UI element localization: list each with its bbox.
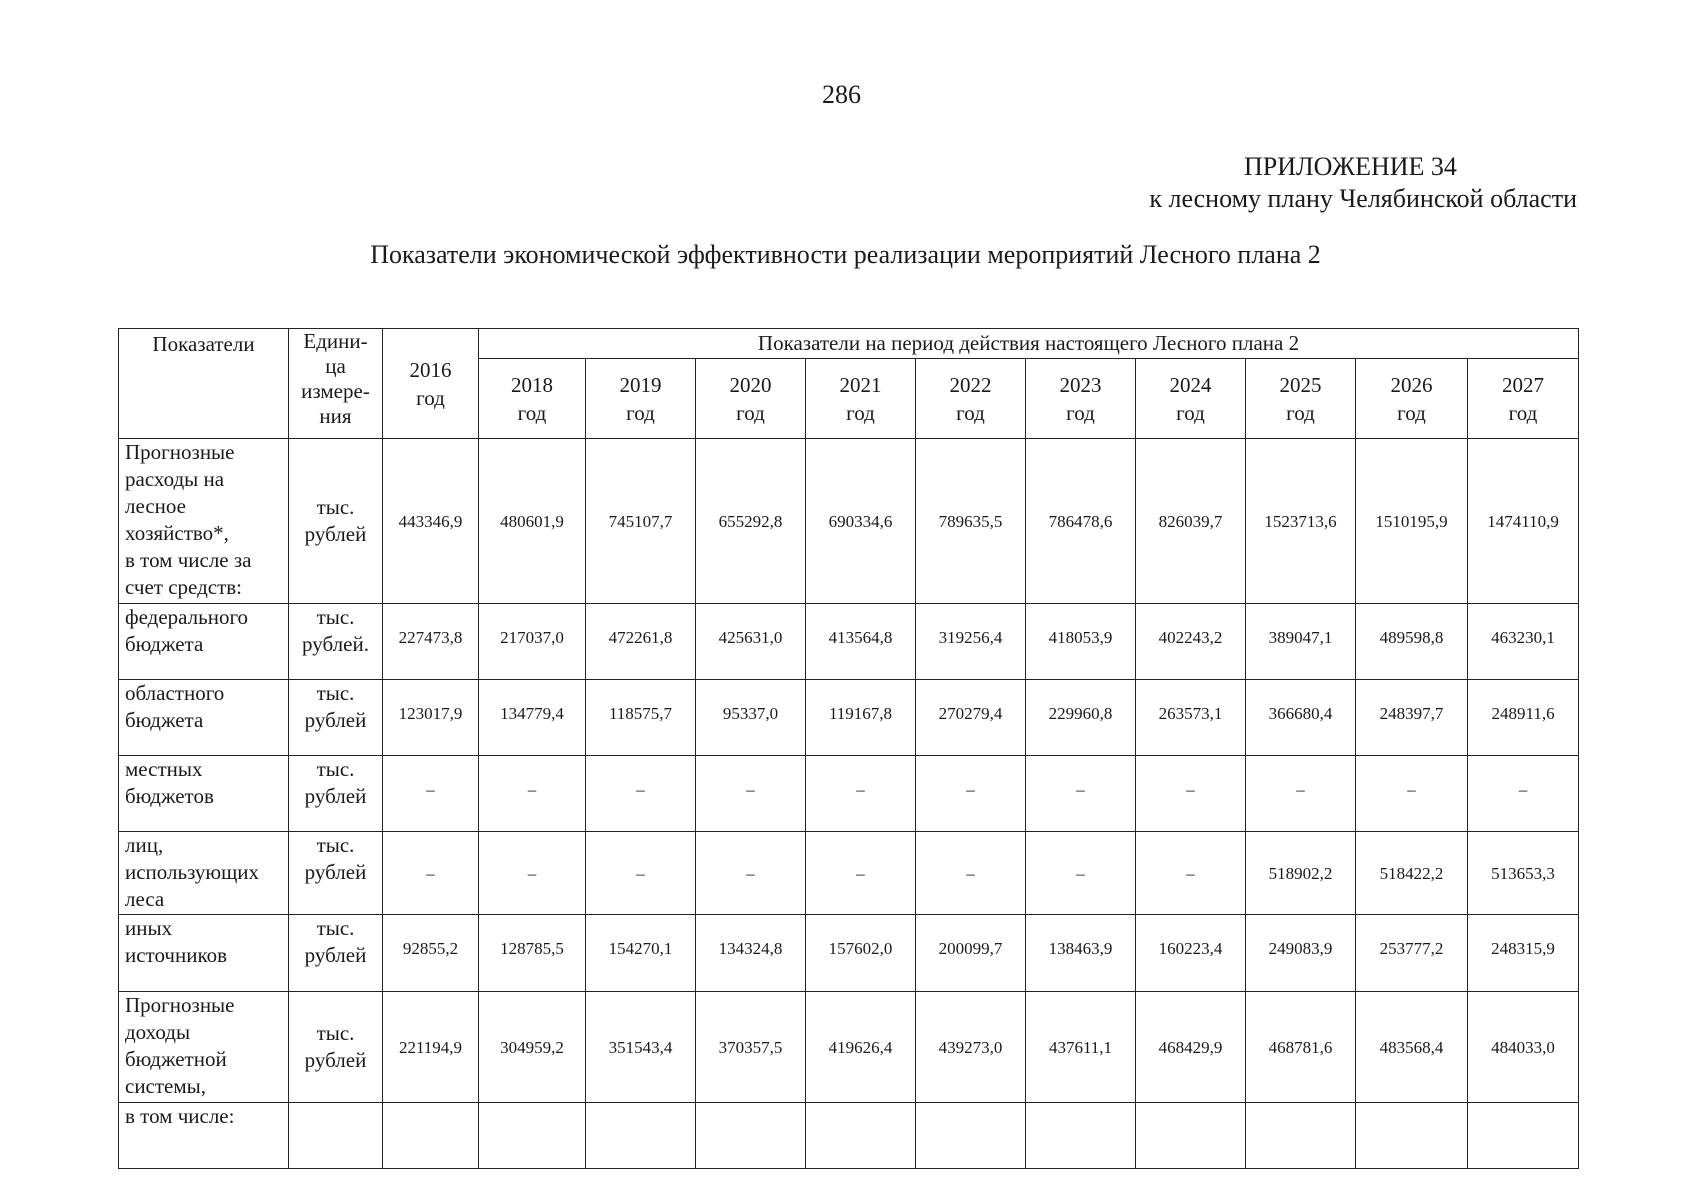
- value-cell: 413564,8: [806, 604, 916, 680]
- value-cell: 123017,9: [383, 680, 479, 756]
- value-cell: 483568,4: [1356, 992, 1468, 1103]
- row-label-line: системы,: [125, 1074, 207, 1098]
- row-unit-line: рублей: [304, 784, 367, 808]
- header-year-value: 2025: [1279, 372, 1322, 397]
- header-year-word: год: [626, 400, 655, 425]
- value-cell: 134324,8: [696, 915, 806, 992]
- value-cell: 154270,1: [586, 915, 696, 992]
- row-label: [119, 756, 289, 832]
- value-cell: –: [696, 756, 806, 832]
- row-label-line: бюджета: [125, 708, 204, 732]
- header-unit-line: ния: [319, 404, 352, 428]
- row-label-line: леса: [125, 887, 165, 911]
- value-cell: 439273,0: [916, 992, 1026, 1103]
- value-cell: 160223,4: [1136, 915, 1246, 992]
- value-cell: –: [586, 756, 696, 832]
- header-year-2027: [1468, 359, 1579, 439]
- row-unit-line: тыс.: [316, 495, 355, 519]
- value-cell: [696, 1103, 806, 1169]
- row-label: [119, 1103, 289, 1169]
- value-cell: 248315,9: [1468, 915, 1579, 992]
- header-unit-line: измере-: [301, 379, 370, 403]
- header-year-2019: [586, 359, 696, 439]
- value-cell: 270279,4: [916, 680, 1026, 756]
- header-year-word: год: [1397, 400, 1426, 425]
- row-label-line: в том числе:: [125, 1104, 235, 1128]
- value-cell: –: [1356, 756, 1468, 832]
- header-period: Показатели на период действия настоящего Лесного плана 2: [479, 329, 1579, 359]
- value-cell: 484033,0: [1468, 992, 1579, 1103]
- table-row: [119, 915, 1579, 992]
- row-unit: [289, 439, 383, 604]
- header-year-word: год: [956, 400, 985, 425]
- row-label: [119, 604, 289, 680]
- row-label-line: бюджетной: [125, 1047, 227, 1071]
- value-cell: 418053,9: [1026, 604, 1136, 680]
- header-year-2018: [479, 359, 586, 439]
- row-unit-line: тыс.: [316, 605, 355, 629]
- header-year-value: 2026: [1390, 372, 1433, 397]
- value-cell: 463230,1: [1468, 604, 1579, 680]
- header-year-word: год: [846, 400, 875, 425]
- value-cell: 366680,4: [1246, 680, 1356, 756]
- row-label-line: хозяйство*,: [125, 521, 229, 545]
- row-unit-line: тыс.: [316, 757, 355, 781]
- row-label-line: лиц,: [125, 833, 164, 857]
- value-cell: 826039,7: [1136, 439, 1246, 604]
- row-unit-line: тыс.: [316, 833, 355, 857]
- value-cell: 253777,2: [1356, 915, 1468, 992]
- table-row: [119, 439, 1579, 604]
- value-cell: [479, 1103, 586, 1169]
- value-cell: 786478,6: [1026, 439, 1136, 604]
- header-year-word: год: [416, 385, 445, 410]
- value-cell: 119167,8: [806, 680, 916, 756]
- table-row: [119, 604, 1579, 680]
- row-unit: [289, 680, 383, 756]
- header-year-value: 2021: [839, 372, 882, 397]
- value-cell: 248397,7: [1356, 680, 1468, 756]
- value-cell: 655292,8: [696, 439, 806, 604]
- value-cell: –: [479, 756, 586, 832]
- value-cell: 128785,5: [479, 915, 586, 992]
- header-unit-line: ца: [325, 354, 346, 378]
- value-cell: –: [383, 756, 479, 832]
- value-cell: [1136, 1103, 1246, 1169]
- row-unit-line: рублей: [304, 1048, 367, 1072]
- value-cell: 437611,1: [1026, 992, 1136, 1103]
- row-unit-line: рублей: [304, 708, 367, 732]
- header-year-value: 2018: [511, 372, 553, 397]
- header-year-2024: [1136, 359, 1246, 439]
- value-cell: 468429,9: [1136, 992, 1246, 1103]
- value-cell: 221194,9: [383, 992, 479, 1103]
- value-cell: [1246, 1103, 1356, 1169]
- row-label-line: бюджета: [125, 632, 204, 656]
- value-cell: [1026, 1103, 1136, 1169]
- value-cell: –: [916, 832, 1026, 915]
- header-year-word: год: [1066, 400, 1095, 425]
- row-unit: [289, 756, 383, 832]
- value-cell: –: [586, 832, 696, 915]
- value-cell: 389047,1: [1246, 604, 1356, 680]
- header-year-2021: [806, 359, 916, 439]
- row-label: [119, 680, 289, 756]
- row-unit-line: рублей: [304, 943, 367, 967]
- row-label-line: местных: [125, 757, 203, 781]
- row-unit-line: рублей: [304, 522, 367, 546]
- table-row: [119, 756, 1579, 832]
- value-cell: 472261,8: [586, 604, 696, 680]
- table-header: [119, 329, 1579, 439]
- header-year-value: 2022: [949, 372, 992, 397]
- header-year-value: 2023: [1059, 372, 1102, 397]
- value-cell: 489598,8: [1356, 604, 1468, 680]
- value-cell: 95337,0: [696, 680, 806, 756]
- value-cell: 138463,9: [1026, 915, 1136, 992]
- header-year-word: год: [736, 400, 765, 425]
- row-unit: [289, 832, 383, 915]
- header-year-value: 2020: [729, 372, 772, 397]
- row-label: [119, 992, 289, 1103]
- row-label-line: областного: [125, 681, 225, 705]
- value-cell: –: [1136, 756, 1246, 832]
- row-unit: [289, 992, 383, 1103]
- row-label: [119, 832, 289, 915]
- row-label-line: доходы: [125, 1020, 191, 1044]
- row-label-line: расходы на: [125, 467, 225, 491]
- row-label-line: Прогнозные: [125, 993, 235, 1017]
- value-cell: –: [1136, 832, 1246, 915]
- header-year-word: год: [517, 400, 547, 425]
- header-year-value: 2016: [409, 357, 452, 382]
- value-cell: 425631,0: [696, 604, 806, 680]
- row-label-line: федерального: [125, 605, 249, 629]
- row-label-line: использующих: [125, 860, 260, 884]
- value-cell: 200099,7: [916, 915, 1026, 992]
- table-row: [119, 832, 1579, 915]
- value-cell: 402243,2: [1136, 604, 1246, 680]
- row-label-line: Прогнозные: [125, 440, 235, 464]
- value-cell: [806, 1103, 916, 1169]
- value-cell: 351543,4: [586, 992, 696, 1103]
- row-label-line: счет средств:: [125, 575, 243, 599]
- value-cell: –: [1026, 832, 1136, 915]
- value-cell: –: [806, 832, 916, 915]
- value-cell: 518422,2: [1356, 832, 1468, 915]
- appendix-title: ПРИЛОЖЕНИЕ 34: [1244, 152, 1457, 181]
- value-cell: [1356, 1103, 1468, 1169]
- header-year-value: 2019: [619, 372, 662, 397]
- value-cell: [916, 1103, 1026, 1169]
- header-year-2025: [1246, 359, 1356, 439]
- header-year-value: 2027: [1502, 372, 1545, 397]
- document-title: Показатели экономической эффективности реализации мероприятий Лесного плана 2: [370, 240, 1321, 269]
- value-cell: 157602,0: [806, 915, 916, 992]
- value-cell: 217037,0: [479, 604, 586, 680]
- value-cell: 690334,6: [806, 439, 916, 604]
- value-cell: 789635,5: [916, 439, 1026, 604]
- table-row: [119, 680, 1579, 756]
- value-cell: 92855,2: [383, 915, 479, 992]
- row-label-line: бюджетов: [125, 784, 214, 808]
- table-row: [119, 1103, 1579, 1169]
- value-cell: 1474110,9: [1468, 439, 1579, 604]
- row-unit: [289, 915, 383, 992]
- row-label: [119, 915, 289, 992]
- header-year-2026: [1356, 359, 1468, 439]
- value-cell: –: [383, 832, 479, 915]
- value-cell: 229960,8: [1026, 680, 1136, 756]
- page-number: 286: [822, 80, 861, 109]
- header-year-value: 2024: [1169, 372, 1212, 397]
- row-label-line: иных: [125, 916, 173, 940]
- value-cell: –: [1026, 756, 1136, 832]
- value-cell: –: [1468, 756, 1579, 832]
- value-cell: 513653,3: [1468, 832, 1579, 915]
- header-year-2022: [916, 359, 1026, 439]
- value-cell: 227473,8: [383, 604, 479, 680]
- header-indicator: Показатели: [119, 329, 289, 439]
- value-cell: –: [1246, 756, 1356, 832]
- value-cell: 249083,9: [1246, 915, 1356, 992]
- header-year-2023: [1026, 359, 1136, 439]
- value-cell: 370357,5: [696, 992, 806, 1103]
- header-year-word: год: [1286, 400, 1315, 425]
- row-label-line: лесное: [125, 494, 186, 518]
- value-cell: 248911,6: [1468, 680, 1579, 756]
- value-cell: 319256,4: [916, 604, 1026, 680]
- appendix-subtitle: к лесному плану Челябинской области: [1149, 184, 1577, 213]
- table-body: [119, 439, 1579, 1169]
- value-cell: 134779,4: [479, 680, 586, 756]
- value-cell: –: [916, 756, 1026, 832]
- value-cell: [383, 1103, 479, 1169]
- value-cell: –: [479, 832, 586, 915]
- header-unit: [289, 329, 383, 439]
- row-label: [119, 439, 289, 604]
- value-cell: –: [806, 756, 916, 832]
- value-cell: 468781,6: [1246, 992, 1356, 1103]
- header-year-word: год: [1176, 400, 1205, 425]
- row-unit-line: тыс.: [316, 916, 355, 940]
- header-year-2016: [383, 329, 479, 439]
- value-cell: 118575,7: [586, 680, 696, 756]
- value-cell: 480601,9: [479, 439, 586, 604]
- value-cell: 1523713,6: [1246, 439, 1356, 604]
- value-cell: 1510195,9: [1356, 439, 1468, 604]
- value-cell: –: [696, 832, 806, 915]
- value-cell: 304959,2: [479, 992, 586, 1103]
- header-unit-line: Едини-: [303, 329, 368, 353]
- header-year-2020: [696, 359, 806, 439]
- row-label-line: в том числе за: [125, 548, 252, 572]
- value-cell: 745107,7: [586, 439, 696, 604]
- value-cell: [1468, 1103, 1579, 1169]
- row-label-line: источников: [125, 943, 228, 967]
- row-unit-line: рублей: [304, 860, 367, 884]
- value-cell: 419626,4: [806, 992, 916, 1103]
- value-cell: 443346,9: [383, 439, 479, 604]
- row-unit: [289, 604, 383, 680]
- row-unit-line: тыс.: [316, 681, 355, 705]
- value-cell: [586, 1103, 696, 1169]
- header-year-word: год: [1508, 400, 1538, 425]
- value-cell: 518902,2: [1246, 832, 1356, 915]
- value-cell: 263573,1: [1136, 680, 1246, 756]
- row-unit-line: тыс.: [316, 1021, 355, 1045]
- table-row: [119, 992, 1579, 1103]
- row-unit: [289, 1103, 383, 1169]
- indicators-table: [118, 328, 1579, 1169]
- row-unit-line: рублей.: [302, 632, 369, 656]
